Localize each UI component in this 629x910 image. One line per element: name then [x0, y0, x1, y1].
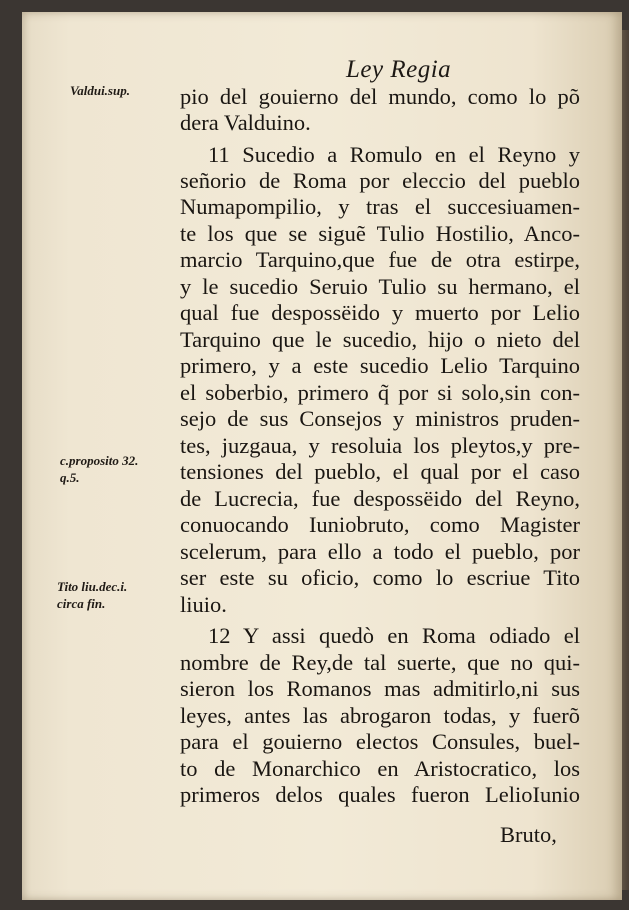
text-line: ser este su oficio, como lo escriue Tito [180, 565, 580, 590]
text-line: leyes, antes las abrogaron todas, y fuerõ [180, 703, 580, 728]
margin-note-line: q.5. [60, 470, 80, 485]
text-line: to de Monarchico en Aristocratico, los [180, 756, 580, 781]
text-line: primeros delos quales fueron LelioIunio [180, 782, 580, 807]
text-line: conuocando Iuniobruto, como Magister [180, 512, 580, 537]
text-line: Numapompilio, y tras el succesiuamen- [180, 194, 580, 219]
margin-note-line: c.proposito 32. [60, 453, 139, 468]
text-line: señorio de Roma por eleccio del pueblo [180, 168, 580, 193]
margin-note-valduino [70, 82, 130, 99]
text-line: qual fue despossëido y muerto por Lelio [180, 300, 580, 325]
text-line: marcio Tarquino,que fue de otra estirpe, [180, 247, 580, 272]
margin-note-line: circa fin. [57, 596, 106, 611]
text-line: 11 Sucedio a Romulo en el Reyno y [208, 142, 580, 167]
margin-note-proposito [60, 452, 138, 486]
text-line: liuio. [180, 592, 227, 617]
text-line: el soberbio, primero q̃ por si solo,sin con- [180, 380, 580, 405]
text-line: tes, juzgaua, y resoluia los pleytos,y pre- [180, 433, 580, 458]
margin-note-line: Tito liu.dec.i. [57, 579, 128, 594]
text-line: te los que se siguẽ Tulio Hostilio, Anco- [180, 221, 580, 246]
running-head: Ley Regia [346, 56, 452, 83]
text-line: primero, y a este sucedio Lelio Tarquino [180, 353, 580, 378]
margin-note-tito-livio [57, 578, 127, 612]
text-line: pio del gouierno del mundo, como lo põ [180, 84, 580, 109]
text-line: de Lucrecia, fue despossëido del Reyno, [180, 486, 580, 511]
text-line: Tarquino que le sucedio, hijo o nieto del [180, 327, 580, 352]
text-line: dera Valduino. [180, 110, 311, 135]
margin-note-line: Valdui.sup. [70, 83, 130, 98]
text-line: sejo de sus Consejos y ministros pruden- [180, 406, 580, 431]
text-line: 12 Y assi quedò en Roma odiado el [208, 623, 580, 648]
text-line: para el gouierno electos Consules, buel- [180, 729, 580, 754]
text-line: tensiones del pueblo, el qual por el caso [180, 459, 580, 484]
text-line: nombre de Rey,de tal suerte, que no qui- [180, 650, 580, 675]
text-line: sieron los Romanos mas admitirlo,ni sus [180, 676, 580, 701]
text-line: scelerum, para ello a todo el pueblo, por [180, 539, 580, 564]
catchword: Bruto, [500, 822, 557, 847]
text-line: y le sucedio Seruio Tulio su hermano, el [180, 274, 580, 299]
